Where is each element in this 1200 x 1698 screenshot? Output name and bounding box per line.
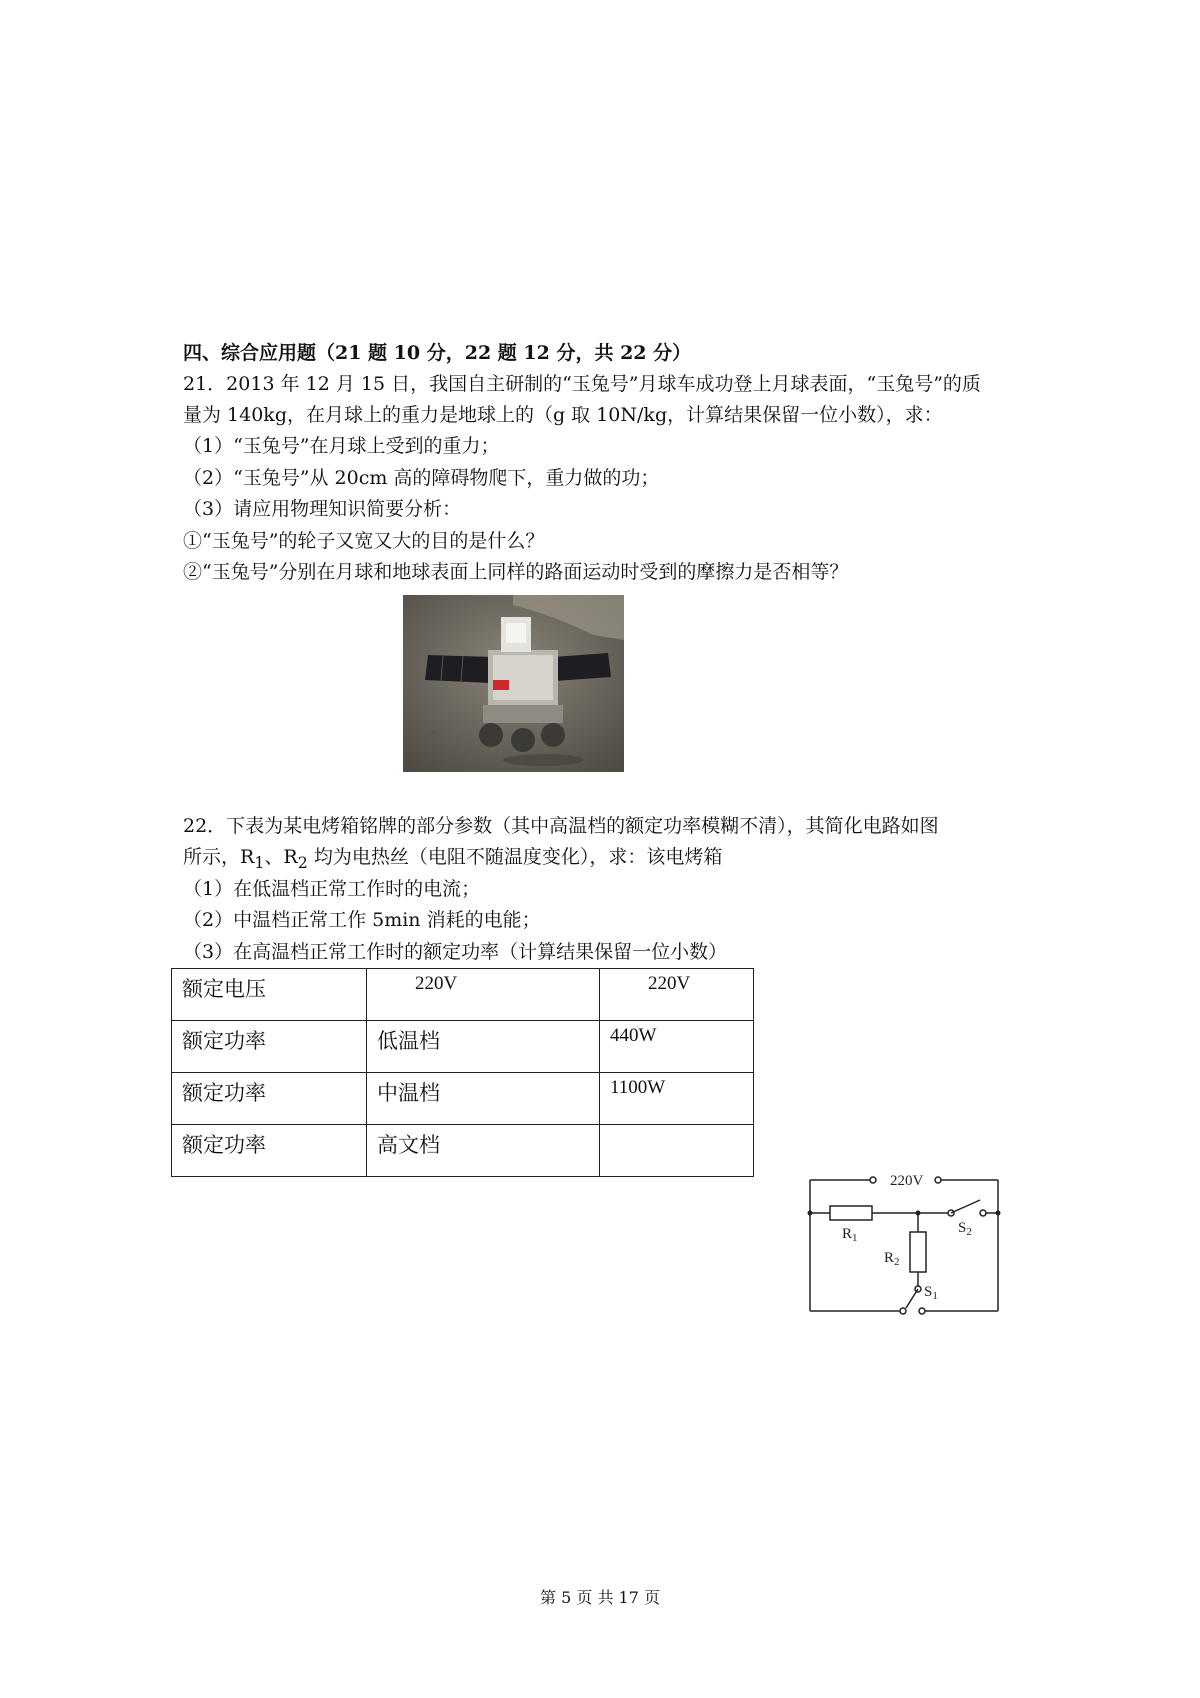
- table-cell: 额定电压: [172, 969, 367, 1021]
- table-row: [172, 1125, 754, 1177]
- table-cell: 额定功率: [172, 1073, 367, 1125]
- q22-line-1: 22．下表为某电烤箱铭牌的部分参数（其中高温档的额定功率模糊不清），其简化电路如图: [183, 815, 939, 837]
- q22-line-2-c: 均为电热丝（电阻不随温度变化），求：该电烤箱: [307, 846, 723, 868]
- table-cell: 220V: [600, 969, 754, 1021]
- table-row: [172, 969, 754, 1021]
- table-cell: 额定功率: [172, 1125, 367, 1177]
- table-cell: 高文档: [367, 1125, 600, 1177]
- table-row: [172, 1073, 754, 1125]
- table-cell: 1100W: [600, 1073, 754, 1125]
- q22-line-2: [183, 843, 722, 877]
- page-footer: 第 5 页 共 17 页: [540, 1588, 660, 1607]
- table-cell: 220V: [367, 969, 600, 1021]
- q21-line-2: 量为 140kg，在月球上的重力是地球上的（g 取 10N/kg，计算结果保留一位小数），求：: [183, 404, 943, 426]
- table-cell: 额定功率: [172, 1021, 367, 1073]
- q22-item-3: （3）在高温档正常工作时的额定功率（计算结果保留一位小数）: [183, 941, 728, 963]
- q22-item-1: （1）在低温档正常工作时的电流；: [183, 878, 481, 900]
- q22-line-2-a: 所示，R: [183, 846, 255, 868]
- r1-label: $R_1$: [842, 1226, 858, 1244]
- s1-label: $S_1$: [924, 1284, 938, 1302]
- table-cell: 中温档: [367, 1073, 600, 1125]
- q21-subitem-2: ②“玉兔号”分别在月球和地球表面上同样的路面运动时受到的摩擦力是否相等？: [183, 561, 849, 583]
- q21-item-2: （2）“玉兔号”从 20cm 高的障碍物爬下，重力做的功；: [183, 467, 660, 489]
- q21-item-3: （3）请应用物理知识简要分析：: [183, 498, 462, 520]
- s2-label: $S_2$: [958, 1220, 972, 1238]
- table-row: [172, 1021, 754, 1073]
- q21-subitem-1: ①“玉兔号”的轮子又宽又大的目的是什么？: [183, 530, 545, 552]
- oven-spec-table: [171, 968, 754, 1177]
- r2-subscript: 2: [297, 852, 308, 872]
- table-cell: 低温档: [367, 1021, 600, 1073]
- lunar-rover-photo: [403, 595, 624, 772]
- section-heading: 四、综合应用题（21 题 10 分，22 题 12 分，共 22 分）: [183, 342, 692, 364]
- circuit-diagram: [800, 1168, 1010, 1318]
- table-cell: 440W: [600, 1021, 754, 1073]
- r2-label: $R_2$: [884, 1250, 900, 1268]
- q22-line-2-b: 、R: [264, 846, 298, 868]
- table-cell: [600, 1125, 754, 1177]
- q21-item-1: （1）“玉兔号”在月球上受到的重力；: [183, 435, 500, 457]
- r1-subscript: 1: [254, 852, 265, 872]
- q21-line-1: 21．2013 年 12 月 15 日，我国自主研制的“玉兔号”月球车成功登上月球表面，“玉兔号”的质: [183, 373, 981, 395]
- q22-item-2: （2）中温档正常工作 5min 消耗的电能；: [183, 909, 541, 931]
- circuit-voltage-label: 220V: [890, 1173, 924, 1189]
